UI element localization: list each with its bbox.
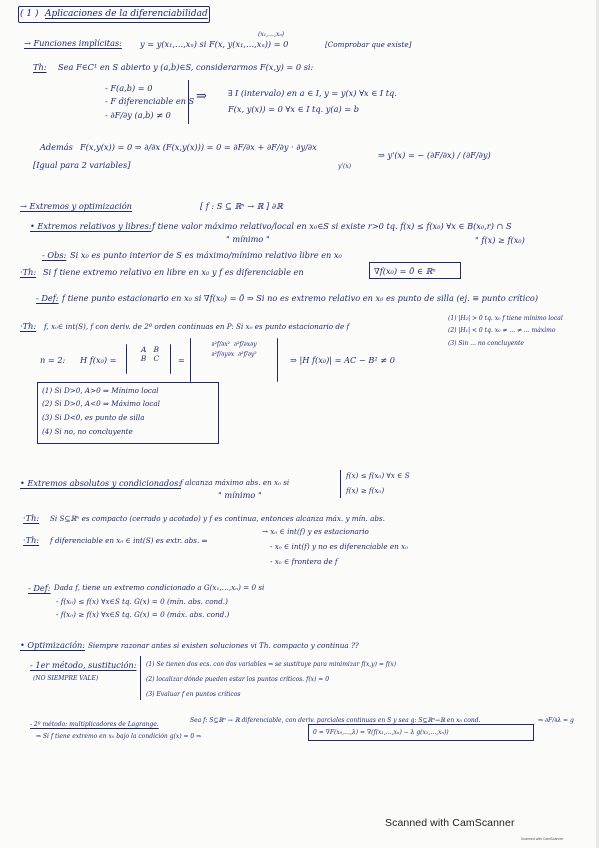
implicit-heading: → Funciones implícitas: (24, 38, 122, 48)
th-star-text: Si f tiene extremo relativo en libre en x₀ y f es diferenciable en (43, 267, 304, 277)
abs-def-label: - Def: (28, 583, 51, 593)
th2-result-3: (3) Sin ... no concluyente (448, 340, 524, 347)
absolutos-cond-2: f(x) ≥ f(x₀) (346, 486, 385, 495)
method1-step-2: (2) localizar dónde pueden estar los puntos críticos. f(x) = 0 (146, 676, 330, 683)
implicit-brace (188, 80, 189, 124)
th2-label: ·Th: (20, 321, 37, 331)
abs-def-cond-2: - f(x₀) ≥ f(x) ∀x∈S tq. G(x) = 0 (máx. abs. cond.) (56, 610, 230, 619)
implicit-ademas-result: ⇒ y'(x) = − (∂F/∂x) / (∂F/∂y) (378, 150, 491, 160)
absolutos-label: • Extremos absolutos y condicionados: (20, 478, 182, 488)
optim-label: • Optimización: (20, 640, 86, 650)
absolutos-brace (340, 470, 341, 498)
implicit-cond-2: - F diferenciable en S (105, 96, 195, 106)
def-label: - Def: (36, 293, 59, 303)
abs-th2-cond-2: - x₀ ∈ int(f) y no es diferenciable en x₀ (270, 542, 409, 551)
implicit-definition: y = y(x₁,…,xₙ) si F(x, y(x₁,…,xₙ)) = 0 (140, 39, 289, 49)
hess-partials-bracket-left (190, 338, 191, 382)
abs-th2-text: f diferenciable en x₀ ∈ int(S) es extr. abs. ⇒ (50, 536, 208, 545)
relativos-label: • Extremos relativos y libres: (30, 221, 152, 231)
hessian-det: ⇒ |H f(x₀)| = AC − B² ≠ 0 (290, 355, 395, 365)
abs-th2-cond-3: - x₀ ∈ frontera de f (270, 557, 338, 566)
method1-step-1: (1) Se tienen dos ecs. con dos variables ⇒ se sustituye para minimizar f(x,y) = f(x) (146, 661, 397, 668)
method2-line-2: ⇒ Si f tiene extremo en x₀ bajo la condición g(x) = 0 ⇒ (36, 733, 202, 740)
hess-equals: = (178, 355, 185, 365)
hess-bracket-right (170, 344, 171, 374)
hess-abc-matrix: A B B C (140, 345, 160, 363)
relativos-text: f tiene valor máximo relativo/local en x₀∈S si existe r>0 tq. f(x) ≤ f(x₀) ∀x ∈ B(x₀,r) ∩ S (152, 221, 512, 231)
hess-partials-bracket-right (277, 338, 278, 382)
implicit-ademas-label: Además (40, 142, 73, 152)
case-2: (2) Si D>0, A<0 ⇒ Máximo local (42, 399, 160, 408)
def-text: f tiene punto estacionario en x₀ si ∇f(x₀) = 0̄ ⇒ Si no es extremo relativo en x₀ es punto de silla (ej. ≡ punto crítico) (62, 293, 539, 303)
implicit-concl-1: ∃ I (intervalo) en a ∈ I, y = y(x) ∀x ∈ I tq. (228, 88, 397, 98)
abs-th1-text: Si S⊆ℝⁿ es compacto (cerrado y acotado) y f es continua, entonces alcanza máx. y mín. abs. (50, 514, 385, 523)
absolutos-text: f alcanza máximo abs. en x₀ si (180, 478, 290, 487)
relativos-minimo: " mínimo " (226, 234, 270, 244)
method2-text: Sea f: S⊆ℝⁿ → ℝ diferenciable, con deriv. parciales continuas en S y sea g: S⊆ℝⁿ→ℝ en x₀ cond. (190, 717, 481, 724)
case-4: (4) Si no, no concluyente (42, 427, 133, 436)
implicit-cond-3: - ∂F/∂y (a,b) ≠ 0 (105, 110, 171, 120)
hess-partials-matrix: ∂²f/∂x² ∂²f/∂x∂y ∂²f/∂y∂x ∂²f/∂y² (211, 341, 257, 358)
implicit-note: [Comprobar que existe] (325, 40, 412, 49)
extremos-heading-tail: [ f : S ⊆ ℝⁿ → ℝ ] ∂ℝ (200, 201, 283, 211)
obs-label: - Obs: (42, 250, 67, 260)
method1-brace (140, 656, 141, 700)
th2-result-1: (1) |H₂| > 0 tq. x₀ f tiene mínimo local (448, 315, 563, 322)
th-star-label: ·Th: (20, 267, 37, 277)
abs-th2-label: ·Th: (23, 535, 40, 545)
implicit-implies: ⇒ (196, 89, 207, 104)
optim-text: Siempre razonar antes si existen soluciones vi Th. compacto y continua ?? (88, 641, 359, 650)
implicit-concl-2: F(x, y(x)) = 0 ∀x ∈ I tq. y(a) = b (228, 104, 359, 114)
implicit-igual: [Igual para 2 variables] (33, 160, 131, 170)
implicit-thm-text: Sea F∈C¹ en S abierto y (a,b)∈S, considerarmos F(x,y) = 0 si: (58, 62, 314, 72)
relativos-minimo-cond: " f(x) ≥ f(x₀) (475, 235, 525, 245)
implicit-superscript: (x₁,…,xₙ) (258, 31, 285, 38)
scanner-watermark: Scanned with CamScanner (385, 817, 515, 829)
abs-def-cond-1: - f(x₀) ≤ f(x) ∀x∈S tq. G(x) = 0 (mín. abs. cond.) (56, 597, 228, 606)
section-title: Aplicaciones de la diferenciabilidad (45, 9, 208, 19)
th2-result-2: (2) |H₁| < 0 tq. x₀ ≠ ... ≠ ... máximo (448, 327, 556, 334)
th-star-box: ∇f(x₀) = 0̄ ∈ ℝⁿ (374, 266, 436, 276)
hess-bracket-left (126, 344, 127, 374)
section-number: ( 1 ) (20, 9, 39, 19)
abs-th2-cond-1: → x₀ ∈ int(f) y es estacionario (262, 527, 369, 536)
title-box (18, 6, 210, 23)
n2-label: n = 2: (40, 355, 66, 365)
abs-th1-label: ·Th: (23, 513, 40, 523)
implicit-ademas-eq: F(x,y(x)) = 0 ⇒ ∂/∂x (F(x,y(x))) = 0 = ∂F/∂x + ∂F/∂y · ∂y/∂x (80, 142, 317, 152)
hessian-lhs: H f(x₀) = (80, 355, 117, 365)
obs-text: Si x₀ es punto interior de S es máximo/mínimo relativo libre en x₀ (70, 250, 342, 260)
method1-tag: (NO SIEMPRE VALE) (33, 675, 99, 682)
scanner-watermark-small: Scanned with CamScanner (521, 837, 564, 841)
implicit-thm-label: Th: (33, 62, 47, 72)
method2-tail: ⇒ ∂F/∂λ = g (538, 717, 574, 724)
method1-step-3: (3) Evaluar f en puntos críticos (146, 691, 241, 698)
case-1: (1) Si D>0, A>0 ⇒ Mínimo local (42, 386, 159, 395)
th2-text: f, x₀∈ int(S), f con deriv. de 2º orden continuas en P: Si x₀ es punto estacionario de f (44, 322, 350, 331)
case-3: (3) Si D<0, es punto de silla (42, 413, 145, 422)
extremos-heading: → Extremos y optimización (20, 201, 132, 211)
gradient-zero-box (369, 262, 461, 279)
method2-box: 0 = ∇F(x₀,…,λ) = ∇(f(x₁,…,xₙ) − λ g(x₁,…,xₙ)) (313, 729, 449, 736)
absolutos-cond-1: f(x) ≤ f(x₀) ∀x ∈ S (346, 471, 410, 480)
implicit-ademas-sub: y'(x) (338, 163, 352, 170)
method2-label: - 2º método: multiplicadores de Lagrange. (30, 721, 159, 728)
method1-label: - 1er método, sustitución: (30, 660, 137, 670)
abs-def-text: Dada f, tiene un extremo condicionado a G(x₁,…,xₙ) = 0 si (54, 583, 265, 592)
absolutos-minimo: " mínimo " (218, 490, 262, 500)
implicit-cond-1: - F(a,b) = 0 (105, 83, 153, 93)
